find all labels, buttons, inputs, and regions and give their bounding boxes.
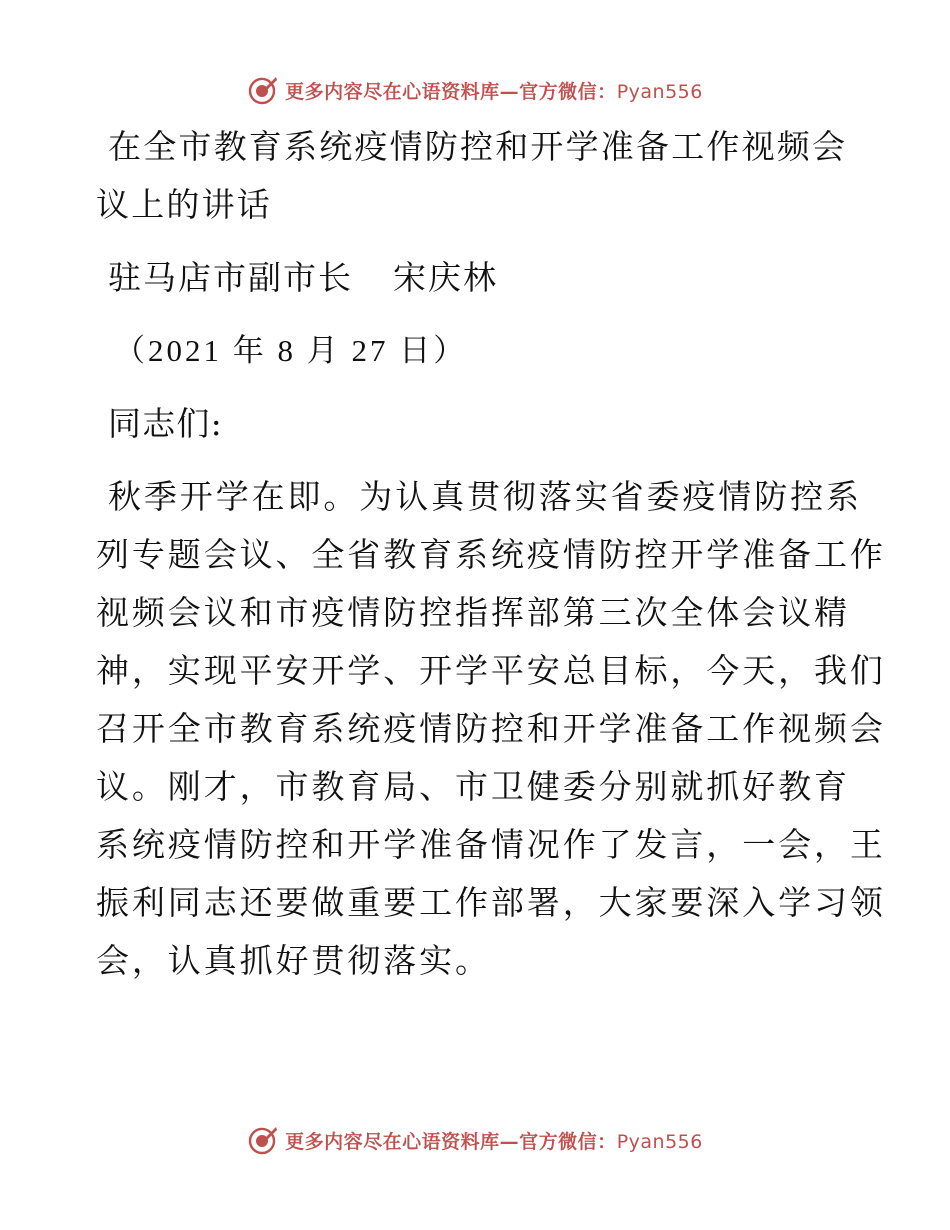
header-watermark (0, 72, 950, 108)
quill-logo-icon (247, 1124, 279, 1156)
author-position: 驻马店市副市长 (108, 258, 353, 297)
footer-watermark (0, 1122, 950, 1158)
paragraph-line: 振利同志还要做重要工作部署，大家要深入学习领 (96, 883, 886, 922)
speech-date: （2021 年 8 月 27 日） (114, 333, 468, 368)
body-paragraph (96, 468, 886, 990)
paragraph-line: 列专题会议、全省教育系统疫情防控开学准备工作 (96, 535, 886, 574)
author-line (96, 249, 856, 307)
paragraph-line: 议。刚才，市教育局、市卫健委分别就抓好教育 (96, 767, 850, 806)
paragraph-line: 会，认真抓好贯彻落实。 (96, 941, 491, 980)
document-body (96, 118, 886, 990)
watermark-text: 更多内容尽在心语资料库—官方微信：Pyan556 (285, 1130, 703, 1153)
paragraph-line: 神，实现平安开学、开学平安总目标，今天，我们 (96, 651, 886, 690)
quill-logo-icon (247, 74, 279, 106)
salutation: 同志们: (108, 404, 223, 443)
title-line-2: 议上的讲话 (96, 185, 272, 224)
author-name: 宋庆林 (393, 258, 498, 297)
paragraph-line: 视频会议和市疫情防控指挥部第三次全体会议精 (96, 593, 850, 632)
paragraph-line: 召开全市教育系统疫情防控和开学准备工作视频会 (96, 709, 886, 748)
title-line-1: 在全市教育系统疫情防控和开学准备工作视频会 (108, 127, 848, 166)
paragraph-line: 系统疫情防控和开学准备情况作了发言，一会，王 (96, 825, 886, 864)
paragraph-line: 秋季开学在即。为认真贯彻落实省委疫情防控系 (108, 477, 862, 516)
watermark-text: 更多内容尽在心语资料库—官方微信：Pyan556 (285, 80, 703, 103)
